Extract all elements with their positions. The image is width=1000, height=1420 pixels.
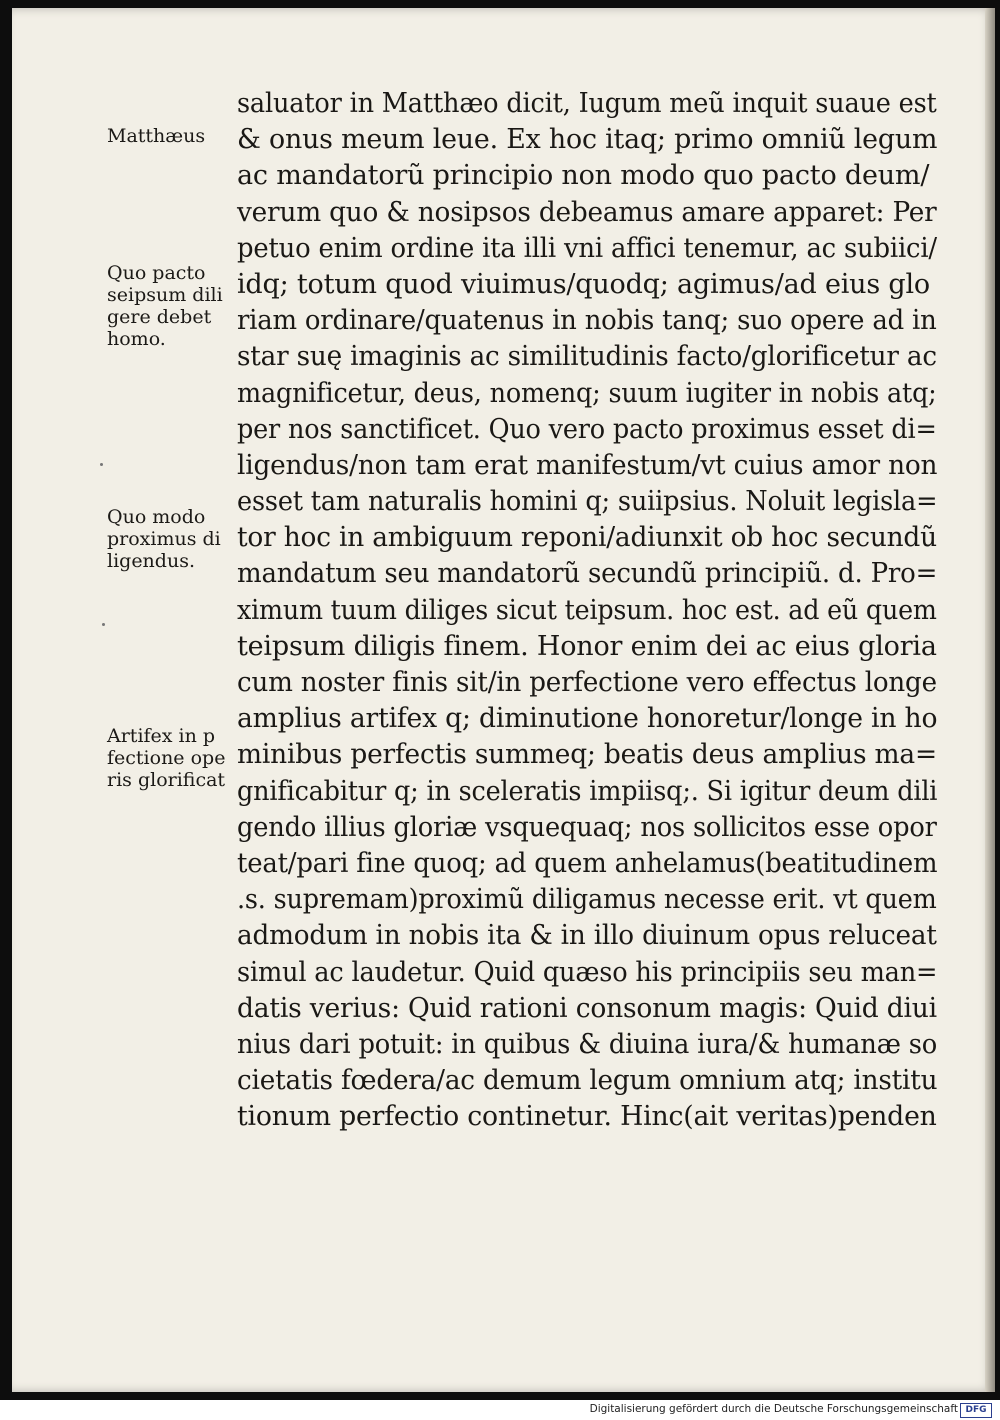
body-text-line: idq; totum quod viuimus/quodq; agimus/ad eius glo: [237, 268, 930, 300]
paper-speck: [100, 463, 103, 466]
marginal-note-line: gere debet: [107, 306, 212, 328]
body-text-line: petuo enim ordine ita illi vni affici tenemur, ac subiici/: [237, 232, 937, 264]
body-text-line: star suę imaginis ac similitudinis facto/glorificetur ac: [237, 341, 937, 373]
body-text-line: mandatum seu mandatorũ secundũ principiũ. d. Pro=: [237, 558, 938, 590]
body-text-line: gnificabitur q; in sceleratis impiisq;. Si igitur deum dili: [237, 775, 938, 807]
body-text-line: teat/pari fine quoq; ad quem anhelamus(beatitudinem: [237, 847, 938, 879]
marginal-note-line: fectione ope: [107, 747, 226, 769]
body-text-line: gendo illius gloriæ vsquequaq; nos sollicitos esse opor: [237, 811, 937, 843]
marginal-note-line: Quo modo: [107, 506, 206, 528]
paper-speck: [102, 623, 105, 626]
marginal-note: [107, 125, 242, 147]
marginal-note-line: proximus di: [107, 528, 221, 550]
marginal-note-line: seipsum dili: [107, 284, 223, 306]
dfg-logo: DFG: [960, 1403, 992, 1418]
book-page: [12, 8, 995, 1392]
body-text-line: ligendus/non tam erat manifestum/vt cuius amor non: [237, 449, 938, 481]
marginal-note-line: ligendus.: [107, 550, 195, 572]
body-text-line: simul ac laudetur. Quid quæso his principiis seu man=: [237, 956, 938, 988]
marginal-note-line: ris glorificat: [107, 769, 226, 791]
marginalia-column: [107, 8, 247, 1392]
body-text-line: per nos sanctificet. Quo vero pacto proximus esset di=: [237, 413, 937, 445]
body-text-line: magnificetur, deus, nomenq; suum iugiter in nobis atq;: [237, 377, 937, 409]
body-text-line: cum noster finis sit/in perfectione vero effectus longe: [237, 667, 937, 698]
body-text-line: admodum in nobis ita & in illo diuinum opus reluceat: [237, 920, 937, 952]
marginal-note-line: Artifex in p: [107, 725, 216, 747]
body-text-line: & onus meum leue. Ex hoc itaq; primo omniũ legum: [237, 124, 938, 156]
body-text-line: .s. supremam)proximũ diligamus necesse erit. vt quem: [237, 884, 937, 916]
marginal-note-line: Matthæus: [107, 125, 206, 147]
body-text-line: tionum perfectio continetur. Hinc(ait veritas)penden: [237, 1101, 937, 1133]
body-text-line: datis verius: Quid rationi consonum magis: Quid diui: [237, 992, 937, 1024]
body-text-line: saluator in Matthæo dicit, Iugum meũ inquit suaue est: [237, 88, 937, 119]
marginal-note: [107, 506, 242, 572]
body-text-line: amplius artifex q; diminutione honoretur/longe in ho: [237, 703, 938, 735]
page-edge-shadow: [985, 8, 995, 1392]
body-text-line: ac mandatorũ principio non modo quo pacto deum/: [237, 160, 930, 192]
marginal-note: [107, 262, 242, 350]
body-text-line: verum quo & nosipsos debeamus amare apparet: Per: [237, 196, 937, 228]
body-text-line: esset tam naturalis homini q; suiipsius. Noluit legisla=: [237, 486, 938, 518]
body-text-line: ximum tuum diliges sicut teipsum. hoc est. ad eũ quem: [237, 594, 937, 626]
body-text-line: riam ordinare/quatenus in nobis tanq; suo opere ad in: [237, 305, 937, 337]
body-text-line: tor hoc in ambiguum reponi/adiunxit ob hoc secundũ: [237, 522, 937, 554]
footer-bar: [0, 1400, 1000, 1420]
marginal-note-line: homo.: [107, 328, 166, 350]
body-text-line: nius dari potuit: in quibus & diuina iura/& humanæ so: [237, 1028, 938, 1060]
body-text-line: teipsum diligis finem. Honor enim dei ac eius gloria: [237, 630, 937, 662]
body-text-line: cietatis fœdera/ac demum legum omnium atq; institu: [237, 1065, 938, 1097]
marginal-note-line: Quo pacto: [107, 262, 206, 284]
marginal-note: [107, 725, 242, 791]
body-text-line: minibus perfectis summeq; beatis deus amplius ma=: [237, 739, 937, 771]
body-text-column: [237, 86, 937, 1135]
footer-credit: Digitalisierung gefördert durch die Deutsche Forschungsgemeinschaft: [589, 1403, 958, 1415]
